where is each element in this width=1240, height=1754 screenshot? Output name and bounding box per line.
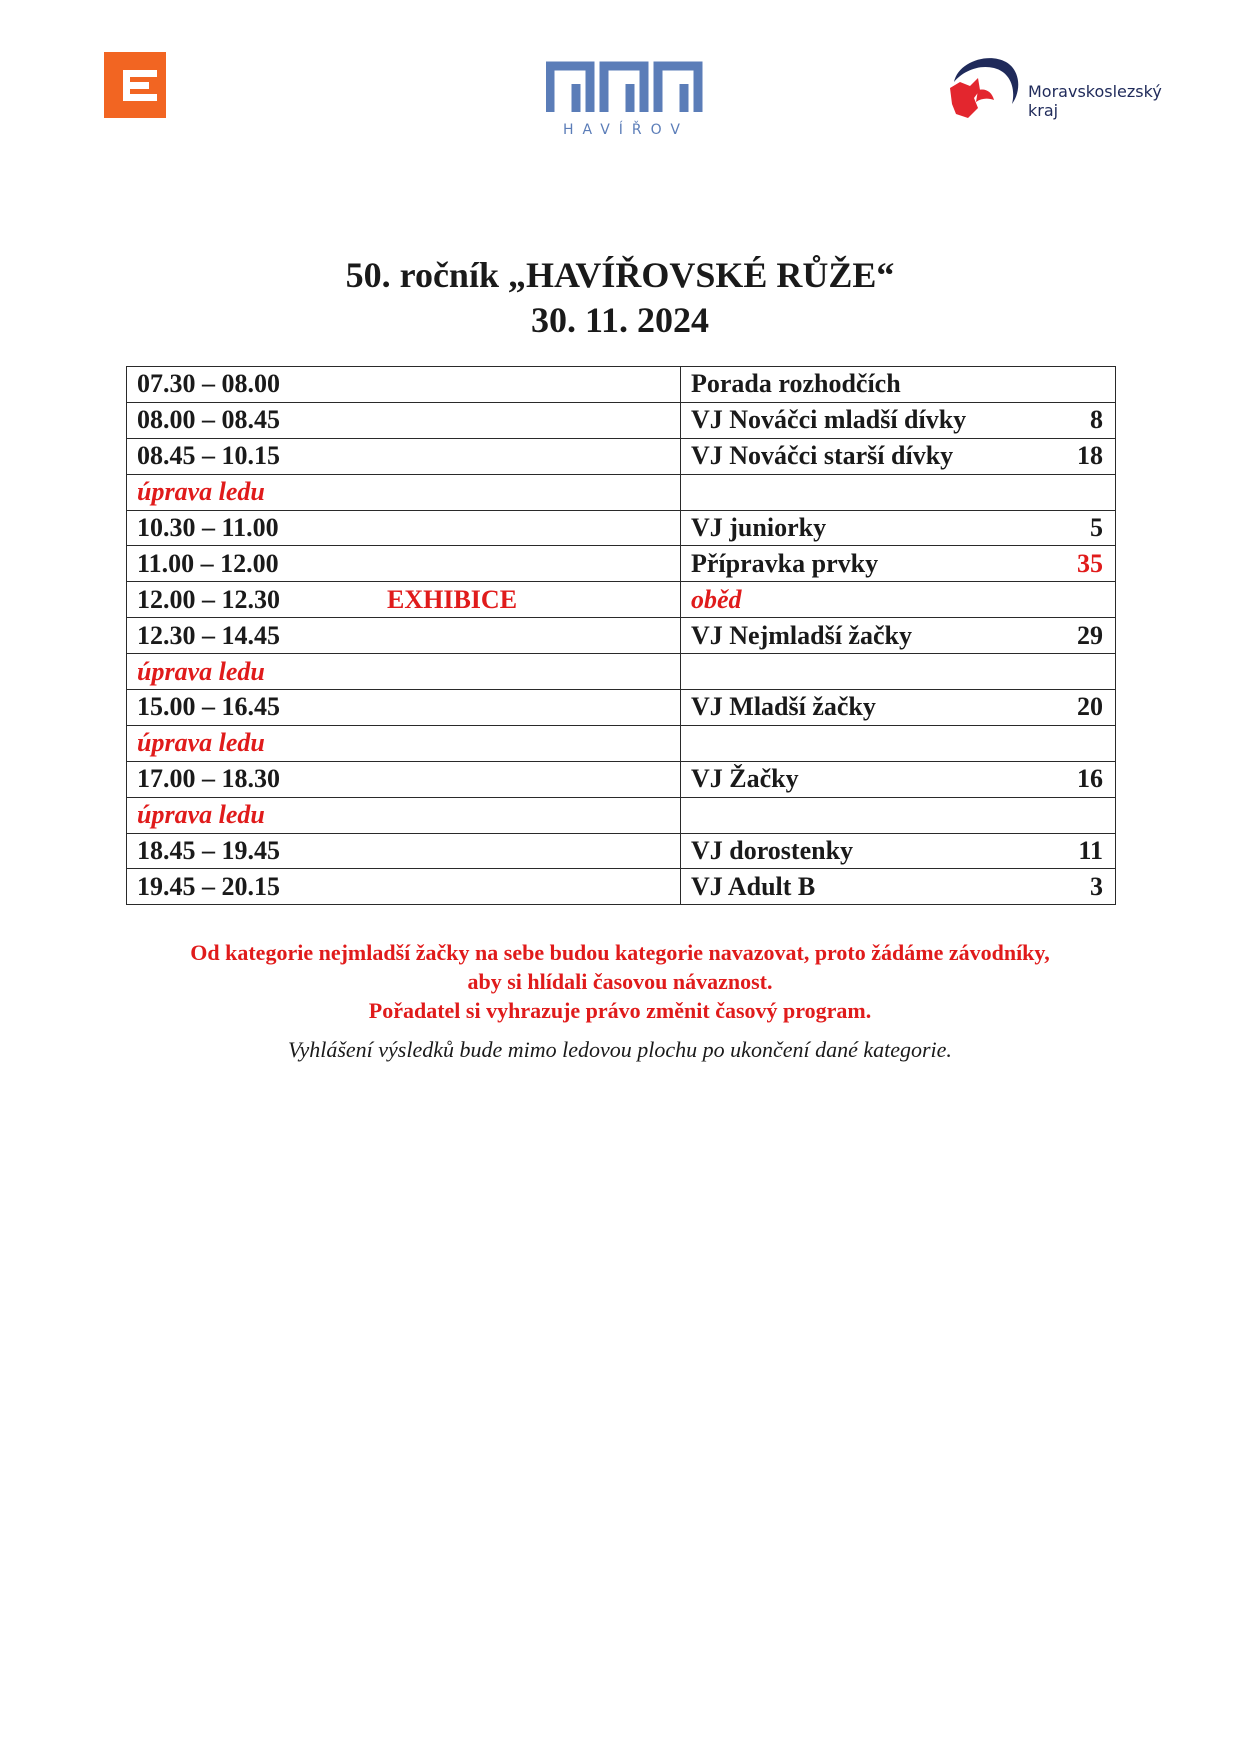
participant-count: 3 — [1090, 871, 1103, 901]
schedule-row — [127, 690, 1116, 726]
schedule-row — [127, 367, 1116, 403]
schedule-row — [127, 402, 1116, 438]
schedule-time-cell — [127, 546, 681, 582]
schedule-row — [127, 438, 1116, 474]
event-name: VJ dorostenky — [691, 836, 854, 866]
exhibition-label: EXHIBICE — [387, 584, 518, 614]
note-line-1: Od kategorie nejmladší žačky na sebe budou kategorie navazovat, proto žádáme závodníky, — [190, 940, 1050, 965]
schedule-event-cell — [681, 546, 1116, 582]
participant-count: 18 — [1077, 441, 1103, 471]
schedule-time-cell — [127, 690, 681, 726]
schedule-time-cell — [127, 510, 681, 546]
schedule-event-cell — [681, 654, 1116, 690]
schedule-event-cell — [681, 761, 1116, 797]
schedule-event-cell — [681, 438, 1116, 474]
region-logo-mark — [944, 48, 1028, 128]
lunch-note: oběd — [691, 584, 742, 614]
schedule-time-cell — [127, 761, 681, 797]
schedule-time-cell — [127, 797, 681, 833]
region-name-line2: kraj — [1028, 101, 1059, 120]
region-name — [1028, 82, 1162, 120]
schedule-row — [127, 654, 1116, 690]
event-date: 30. 11. 2024 — [530, 300, 709, 340]
schedule-row — [127, 725, 1116, 761]
event-name: VJ Nováčci mladší dívky — [691, 405, 967, 435]
event-name: VJ Nováčci starší dívky — [691, 441, 954, 471]
schedule-event-cell — [681, 725, 1116, 761]
havirov-logo — [546, 60, 706, 142]
schedule-time-cell — [127, 474, 681, 510]
participant-count: 16 — [1077, 764, 1103, 794]
schedule-body — [127, 367, 1116, 905]
schedule-row — [127, 510, 1116, 546]
participant-count: 11 — [1078, 836, 1103, 866]
participant-count: 35 — [1077, 548, 1103, 578]
note-line-4: Vyhlášení výsledků bude mimo ledovou plochu po ukončení dané kategorie. — [288, 1037, 952, 1062]
havirov-logo-text: HAVÍŘOV — [563, 122, 689, 138]
ice-resurfacing-note: úprava ledu — [137, 477, 265, 507]
moravskoslezsky-kraj-logo — [944, 48, 1184, 128]
cez-logo-mark — [104, 52, 166, 118]
time-slot: 12.30 – 14.45 — [137, 620, 280, 650]
event-name: VJ juniorky — [691, 513, 827, 542]
schedule-event-cell — [681, 869, 1116, 905]
participant-count: 8 — [1090, 405, 1103, 435]
time-slot: 07.30 – 08.00 — [137, 369, 280, 399]
schedule-time-cell — [127, 582, 681, 618]
schedule-row — [127, 869, 1116, 905]
note-line-3: Pořadatel si vyhrazuje právo změnit časový program. — [368, 998, 872, 1023]
schedule-event-cell — [681, 690, 1116, 726]
event-name: VJ Nejmladší žačky — [691, 620, 912, 650]
time-slot: 18.45 – 19.45 — [137, 836, 280, 866]
note-line-2: aby si hlídali časovou návaznost. — [467, 969, 773, 994]
cez-logo — [104, 52, 166, 118]
ice-resurfacing-note: úprava ledu — [137, 800, 265, 830]
event-title: 50. ročník „HAVÍŘOVSKÉ RŮŽE“ — [345, 255, 895, 295]
event-name: VJ Mladší žačky — [691, 692, 876, 722]
time-slot: 17.00 – 18.30 — [137, 764, 280, 794]
schedule-row — [127, 582, 1116, 618]
schedule-event-cell — [681, 510, 1116, 546]
schedule-time-cell — [127, 654, 681, 690]
schedule-time-cell — [127, 438, 681, 474]
schedule-table — [126, 366, 1116, 905]
schedule-row — [127, 618, 1116, 654]
schedule-row — [127, 761, 1116, 797]
participant-count: 29 — [1077, 620, 1103, 650]
schedule-time-cell — [127, 869, 681, 905]
schedule-event-cell — [681, 474, 1116, 510]
schedule-row — [127, 833, 1116, 869]
time-slot: 08.45 – 10.15 — [137, 441, 280, 471]
time-slot: 08.00 – 08.45 — [137, 405, 280, 435]
schedule-event-cell — [681, 582, 1116, 618]
schedule-row — [127, 546, 1116, 582]
participant-count: 5 — [1090, 513, 1103, 542]
time-slot: 11.00 – 12.00 — [137, 548, 279, 578]
event-name: VJ Žačky — [691, 764, 799, 794]
participant-count: 20 — [1077, 692, 1103, 722]
ice-resurfacing-note: úprava ledu — [137, 728, 265, 758]
event-name: VJ Adult B — [691, 871, 816, 901]
ice-resurfacing-note: úprava ledu — [137, 656, 265, 686]
schedule-time-cell — [127, 402, 681, 438]
event-name: Porada rozhodčích — [691, 369, 901, 399]
schedule-time-cell — [127, 725, 681, 761]
schedule-event-cell — [681, 402, 1116, 438]
notes — [0, 938, 1240, 1064]
time-slot: 12.00 – 12.30 — [137, 584, 280, 614]
schedule-event-cell — [681, 833, 1116, 869]
schedule-row — [127, 474, 1116, 510]
schedule-row — [127, 797, 1116, 833]
schedule-time-cell — [127, 618, 681, 654]
time-slot: 19.45 – 20.15 — [137, 871, 280, 901]
region-name-line1: Moravskoslezský — [1028, 82, 1162, 101]
time-slot: 15.00 – 16.45 — [137, 692, 280, 722]
schedule-time-cell — [127, 833, 681, 869]
schedule-event-cell — [681, 367, 1116, 403]
schedule-event-cell — [681, 618, 1116, 654]
event-name: Přípravka prvky — [691, 548, 879, 578]
schedule-time-cell — [127, 367, 681, 403]
schedule-event-cell — [681, 797, 1116, 833]
time-slot: 10.30 – 11.00 — [137, 513, 279, 542]
havirov-logo-mark — [546, 60, 706, 116]
